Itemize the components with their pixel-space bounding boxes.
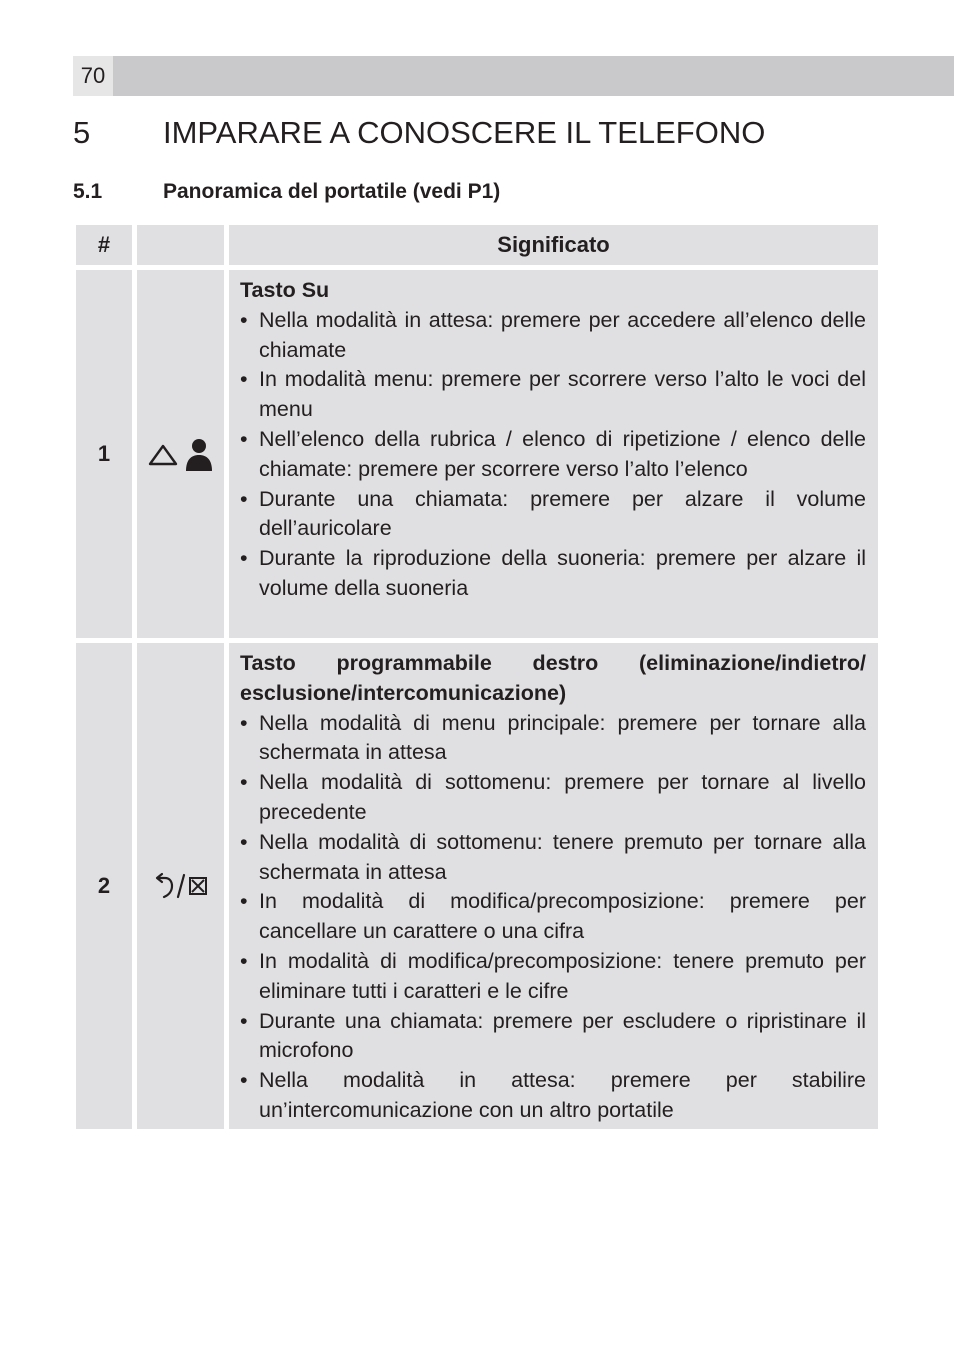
row-number: 2 [97,873,111,898]
chapter-title: IMPARARE A CONOSCERE IL TELEFONO [163,115,766,150]
bullet-list [240,709,866,1126]
page-header-bar [73,56,954,96]
list-item: • Durante la riproduzione della suoneria: premere per alzare il volume della suoneria [240,544,866,604]
header-meaning-label: Significato [497,232,610,257]
list-item: • Nella modalità in attesa: premere per accedere all’elenco delle chiamate [240,306,866,366]
list-item: • Nella modalità di sottomenu: tenere premuto per tornare alla schermata in attesa [240,828,866,888]
header-number-label: # [97,232,111,257]
row-number: 1 [97,441,111,466]
list-item: • Nell’elenco della rubrica / elenco di ripetizione / elenco delle chiamate: premere per scorrere verso l’alto l’elenco [240,425,866,485]
table-row-2-icon-cell [137,643,224,1129]
list-item: • In modalità di modifica/precomposizione: premere per cancellare un carattere o una cifra [240,887,866,947]
table-header-number [76,225,132,265]
table-row-2-number-cell [76,643,132,1129]
section-title: Panoramica del portatile (vedi P1) [163,180,501,203]
delete-key-icon [187,872,209,900]
section-number: 5.1 [73,180,103,203]
chapter-heading [73,113,933,153]
table-row-1-number-cell [76,270,132,638]
up-triangle-icon [148,443,178,467]
bullet-list [240,306,866,604]
list-item: • Durante una chiamata: premere per alzare il volume dell’auricolare [240,485,866,545]
key-title: Tasto Su [240,278,330,302]
contact-person-icon [184,438,214,472]
table-row-1-meaning-cell [229,270,878,638]
back-arrow-icon [153,872,175,900]
list-item: • Nella modalità di menu principale: premere per tornare alla schermata in attesa [240,709,866,769]
table-row-1-icon-cell [137,270,224,638]
table-header-icon [137,225,224,265]
section-heading [73,176,933,208]
key-title: Tasto programmabile destro (eliminazione/indietro/ esclusione/intercomunicazione) [240,651,866,705]
list-item: • In modalità menu: premere per scorrere verso l’alto le voci del menu [240,365,866,425]
list-item: • Nella modalità di sottomenu: premere per tornare al livello precedente [240,768,866,828]
list-item: • Durante una chiamata: premere per escludere o ripristinare il microfono [240,1007,866,1067]
table-header-meaning [229,225,878,265]
list-item: • In modalità di modifica/precomposizione: tenere premuto per eliminare tutti i caratteri e le cifre [240,947,866,1007]
page-number: 70 [73,56,113,96]
slash-separator-icon [176,872,186,900]
chapter-number: 5 [73,115,91,150]
list-item: • Nella modalità in attesa: premere per stabilire un’intercomunicazione con un altro portatile [240,1066,866,1126]
table-row-2-meaning-cell [229,643,878,1129]
